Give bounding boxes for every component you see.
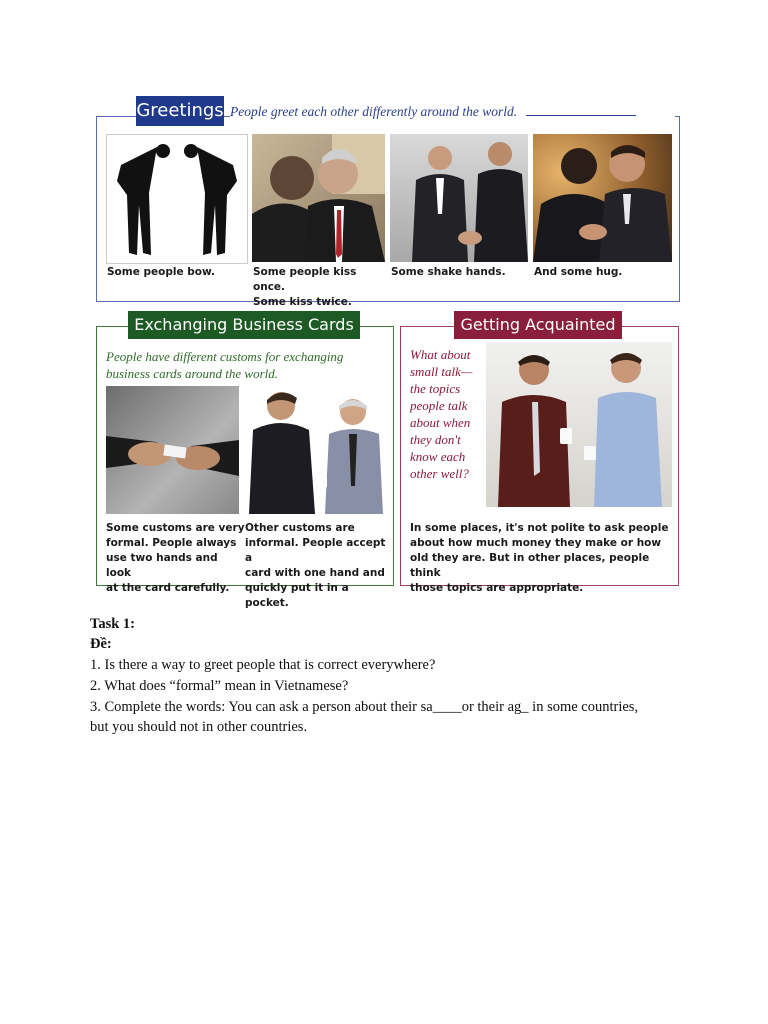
task-subheading: Đề: — [90, 636, 112, 652]
formal-cards-illustration — [106, 386, 239, 514]
greeting-caption-hug: And some hug. — [534, 266, 623, 278]
greetings-subtitle-text: People greet each other differently around the world. — [230, 104, 518, 119]
task-question-3-line-2: but you should not in other countries. — [90, 719, 308, 735]
task-question-3-line-1: 3. Complete the words: You can ask a person about their sa____or their ag_ in some countries, — [90, 699, 639, 715]
kiss-illustration — [252, 134, 385, 262]
task-question-2: 2. What does “formal” mean in Vietnamese? — [90, 678, 349, 694]
acquainted-title: Getting Acquainted — [454, 311, 622, 339]
small-talk-illustration — [486, 342, 672, 507]
acquainted-caption: In some places, it's not polite to ask people about how much money they make or how old they are. But in other places, people think those topics are appropriate. — [410, 522, 669, 594]
greetings-subtitle — [230, 103, 675, 123]
business-cards-intro: People have different customs for exchanging business cards around the world. — [106, 349, 344, 381]
informal-cards-illustration — [245, 386, 383, 514]
business-cards-title: Exchanging Business Cards — [128, 311, 360, 339]
greeting-photo-hug — [533, 134, 672, 262]
cards-caption-formal: Some customs are very formal. People always use two hands and look at the card carefully. — [106, 522, 245, 594]
acquainted-photo — [486, 342, 672, 507]
greeting-caption-bow: Some people bow. — [107, 266, 215, 278]
cards-photo-formal — [106, 386, 239, 514]
task-heading: Task 1: — [90, 616, 136, 632]
greeting-photo-bow — [106, 134, 248, 264]
cards-caption-informal: Other customs are informal. People accept a card with one hand and quickly put it in a pocket. — [245, 522, 386, 609]
acquainted-question: What about small talk—the topics people talk about when they don't know each other well? — [410, 347, 473, 481]
greeting-photo-kiss — [252, 134, 385, 262]
cards-photo-informal — [245, 386, 383, 514]
greetings-title: Greetings — [136, 96, 224, 126]
greeting-caption-handshake: Some shake hands. — [391, 266, 506, 278]
greetings-subtitle-rule — [526, 115, 636, 116]
hug-illustration — [533, 134, 672, 262]
task-question-1: 1. Is there a way to greet people that is correct everywhere? — [90, 657, 436, 673]
handshake-illustration — [390, 134, 528, 262]
greeting-photo-handshake — [390, 134, 528, 262]
greeting-caption-kiss: Some people kiss once. Some kiss twice. — [253, 266, 357, 308]
bow-illustration — [107, 135, 247, 263]
